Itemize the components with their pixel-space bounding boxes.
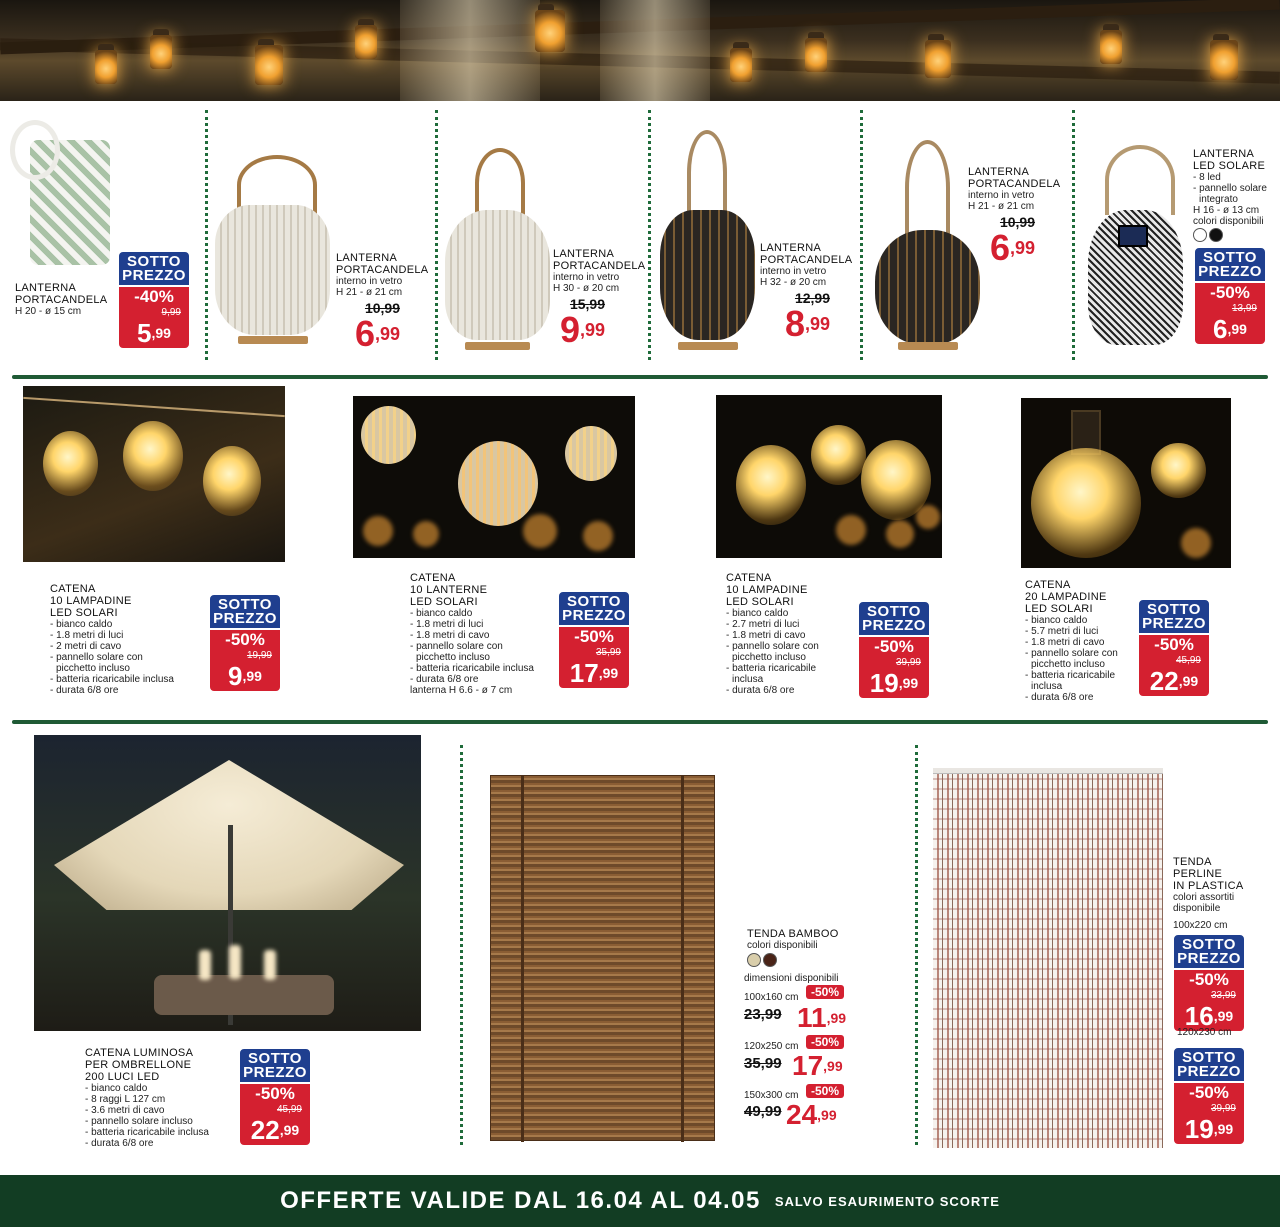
product-text: CATENA 20 LAMPADINE LED SOLARI - bianco caldo - 5.7 metri di luci - 1.8 metri di cavo - pannello solare con picchetto incluso - batteria ricaricabile inclusa - durata 6/8 ore [1025,579,1118,703]
column-separator [860,110,863,360]
discount-tag: -50% [806,1035,844,1049]
price-badge: SOTTO PREZZO -40% 9,99 $5^{,99}$ [117,250,191,350]
product-image-bamboo-blind [490,775,715,1141]
price: 15,99 $9^{,99}$ [559,296,605,350]
column-separator [648,110,651,360]
color-swatch-natural [747,953,761,967]
size-label: 100x220 cm [1173,920,1228,931]
color-swatch-white [1193,228,1207,242]
product-photo-led-lanterns [353,396,635,558]
price-badge: SOTTO PREZZO -50% 33,99 $16^{,99}$ [1172,933,1246,1033]
product-text: LANTERNA PORTACANDELA interno in vetro H 21 - ø 21 cm [336,252,429,298]
column-separator [435,110,438,360]
price: 10,99 $6^{,99}$ [354,300,400,354]
product-photo-large-bulbs [1021,398,1231,568]
product-photo-led-bulbs [23,386,285,562]
price-badge: SOTTO PREZZO -50% 13,99 $6^{,99}$ [1193,246,1267,346]
solar-panel-icon [1118,225,1148,247]
footer-banner [0,1175,1280,1227]
new-price: $24^{,99}$ [786,1099,837,1130]
color-swatch-brown [763,953,777,967]
product-text: LANTERNA LED SOLARE - 8 led - pannello solare integrato H 16 - ø 13 cm colori disponibili [1193,148,1267,227]
product-image-lantern-white-round [215,205,330,335]
rope-handle-icon [905,140,950,235]
price-badge: SOTTO PREZZO -50% 35,99 $17^{,99}$ [557,590,631,690]
price-badge: SOTTO PREZZO -50% 19,99 $9^{,99}$ [208,593,282,693]
product-text: LANTERNA PORTACANDELA interno in vetro H 30 - ø 20 cm [553,248,646,294]
discount-tag: -50% [806,1084,844,1098]
dimensions-label: dimensioni disponibili [744,973,839,984]
rope-handle-icon [10,120,60,180]
product-image-bead-curtain [933,768,1163,1148]
price-badge: SOTTO PREZZO -50% 39,99 $19^{,99}$ [1172,1046,1246,1146]
column-separator [205,110,208,360]
size-label: 150x300 cm [744,1090,799,1101]
product-text: CATENA 10 LANTERNE LED SOLARI - bianco caldo - 1.8 metri di luci - 1.8 metri di cavo - pannello solare con picchetto incluso - batteria ricaricabile inclusa - durata 6/8 ore lanterna H 6.6 - ø 7 cm [410,572,534,696]
column-separator [915,745,918,1145]
product-text: CATENA 10 LAMPADINE LED SOLARI - bianco caldo - 1.8 metri di luci - 2 metri di cavo - pannello solare con picchetto incluso - batteria ricaricabile inclusa - durata 6/8 ore [50,583,174,696]
column-separator [1072,110,1075,360]
column-separator [460,745,463,1145]
product-text: LANTERNA PORTACANDELA interno in vetro H 32 - ø 20 cm [760,242,853,288]
size-label: 100x160 cm [744,992,799,1003]
new-price: $11^{,99}$ [797,1002,847,1033]
color-swatch-black [1209,228,1223,242]
product-image-lantern-dark [660,210,755,340]
size-label: 120x250 cm [744,1041,799,1052]
row-separator [12,720,1268,724]
old-price: 35,99 [744,1055,782,1072]
product-text: LANTERNA PORTACANDELA interno in vetro H 21 - ø 21 cm [968,166,1061,212]
product-text: TENDA BAMBOO colori disponibili [747,928,839,951]
offer-validity: OFFERTE VALIDE DAL 16.04 AL 04.05 [280,1187,761,1214]
old-price: 23,99 [744,1006,782,1023]
new-price: $17^{,99}$ [792,1050,843,1081]
product-photo-umbrella-lights [34,735,421,1031]
size-label: 120x230 cm [1177,1027,1232,1038]
product-text: CATENA 10 LAMPADINE LED SOLARI - bianco caldo - 2.7 metri di luci - 1.8 metri di cavo - pannello solare con picchetto incluso - batteria ricaricabile inclusa - durata 6/8 ore [726,572,819,696]
old-price: 49,99 [744,1103,782,1120]
price-badge: SOTTO PREZZO -50% 45,99 $22^{,99}$ [1137,598,1211,698]
product-photo-edison-bulbs [716,395,942,558]
product-text: TENDA PERLINE IN PLASTICA colori assortiti disponibile [1173,856,1244,914]
price-badge: SOTTO PREZZO -50% 45,99 $22^{,99}$ [238,1047,312,1147]
handle-icon [475,148,525,218]
product-text: LANTERNA PORTACANDELA H 20 - ø 15 cm [15,282,108,317]
stock-notice: SALVO ESAURIMENTO SCORTE [774,1193,1000,1209]
discount-tag: -50% [806,985,844,999]
price-badge: SOTTO PREZZO -50% 39,99 $19^{,99}$ [857,600,931,700]
product-text: CATENA LUMINOSA PER OMBRELLONE 200 LUCI LED - bianco caldo - 8 raggi L 127 cm - 3.6 metri di cavo - pannello solare incluso - batteria ricaricabile inclusa - durata 6/8 ore [85,1047,209,1149]
rope-handle-icon [687,130,727,215]
rope-handle-icon [1105,145,1175,215]
header-banner-photo [0,0,1280,101]
row-separator [12,375,1268,379]
price: 10,99 $6^{,99}$ [989,214,1035,268]
price: 12,99 $8^{,99}$ [784,290,830,344]
